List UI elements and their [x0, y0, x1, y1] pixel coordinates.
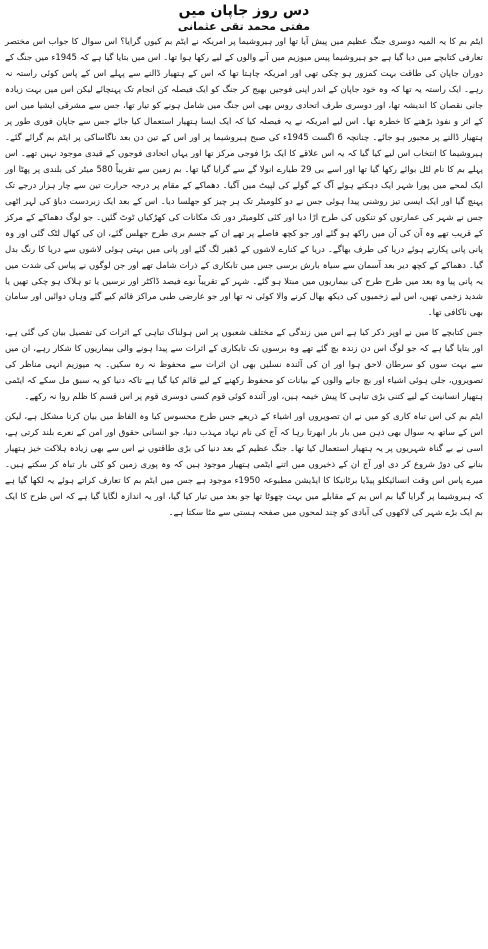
- article-body: [5, 35, 483, 522]
- article-paragraph: ایٹم بم کی اس تباہ کاری کو میں نے ان تصویروں اور اشیاء کے ذریعے جس طرح محسوس کیا وہ الفاظ میں بیان کرنا مشکل ہے، لیکن اس کے ساتھ یہ سوال بھی ذہن میں بار بار ابھرتا رہا کہ آج کی نام نہاد مہذب دنیا، جو انسانی حقوق اور امن کے نعرے بلند کرتی ہے، اسی نے بے گناہ شہریوں پر یہ ہتھیار استعمال کیا تھا۔ جنگ عظیم کے بعد دنیا کی بڑی طاقتوں نے اس سے بھی زیادہ ہلاکت خیز ہتھیار بنانے کی دوڑ شروع کر دی اور آج ان کے ذخیروں میں اتنے ایٹمی ہتھیار موجود ہیں کہ وہ پوری زمین کو کئی بار تباہ کر سکتے ہیں۔ میرے پاس اس وقت انسائیکلو پیڈیا برٹانیکا کا ایڈیشن مطبوعہ 1950ء موجود ہے جس میں ایٹم بم کا تعارف کراتے ہوئے یہ لکھا گیا ہے کہ ہیروشیما پر گرایا گیا بم اس بم کے مقابلے میں بہت چھوٹا تھا جو بعد میں تیار کیا گیا، اور یہ اندازہ لگایا گیا ہے کہ اس طرح کا ایک بم ایک بڑے شہر کی لاکھوں کی آبادی کو چند لمحوں میں صفحہ ہستی سے مٹا سکتا ہے۔: [5, 412, 483, 518]
- article-title: دس روز جاپان میں: [178, 3, 310, 19]
- article-heading: [5, 3, 483, 32]
- article-paragraph: جس کتابچے کا میں نے اوپر ذکر کیا ہے اس میں زندگی کے مختلف شعبوں پر اس ہولناک تباہی کے اثرات کی تفصیل بیان کی گئی ہے، اور بتایا گیا ہے کہ جو لوگ اس دن زندہ بچ گئے تھے وہ برسوں تک تابکاری کے اثرات سے پیدا ہونے والی بیماریوں کا شکار رہے، ان میں سے بہت سوں کو سرطان لاحق ہوا اور ان کی آئندہ نسلیں بھی ان اثرات سے محفوظ نہ رہ سکیں۔ یہ میوزیم انہی مناظر کی تصویروں، جلی ہوئی اشیاء اور بچ جانے والوں کے بیانات کو محفوظ رکھنے کے لیے قائم کیا گیا ہے تاکہ دنیا کو یہ سبق مل سکے کہ ایٹمی ہتھیار انسانیت کے لیے کتنی بڑی تباہی کا پیش خیمہ ہیں، اور آئندہ کوئی قوم کسی دوسری قوم پر اس قسم کا ظلم روا نہ رکھے۔: [5, 328, 483, 403]
- article-paragraph: ایٹم بم کا یہ المیہ دوسری جنگ عظیم میں پیش آیا تھا اور ہیروشیما پر امریکہ نے ایٹم بم کیوں گرایا؟ اس سوال کا جواب اس مختصر تعارفی کتابچے میں دیا گیا ہے جو ہیروشیما پیس میوزیم میں آنے والوں کے لیے رکھا ہوا تھا۔ اس میں بتایا گیا ہے کہ 1945ء میں جنگ کے دوران جاپان کی طاقت بہت کمزور ہو چکی تھی اور امریکہ چاہتا تھا کہ اس کے ہتھیار ڈالنے سے پہلے اس کے پاس کوئی راستہ نہ رہے۔ ایک راستہ یہ تھا کہ وہ خود جاپان کے اندر اپنی فوجیں بھیج کر جنگ کو ایک فیصلہ کن انجام تک پہنچائے لیکن اس میں بہت زیادہ جانی نقصان کا اندیشہ تھا، اور دوسری طرف اتحادی روس بھی اس جنگ میں شامل ہونے کو تیار تھا، جس سے مشرقی ایشیا میں اس کے اثر و نفوذ بڑھنے کا خطرہ تھا۔ اس لیے امریکہ نے یہ فیصلہ کیا کہ ایک ایسا ہتھیار استعمال کیا جائے جس سے جاپان فوری طور پر ہتھیار ڈالنے پر مجبور ہو جائے۔ چنانچہ 6 اگست 1945ء کی صبح ہیروشیما پر اور اس کے تین دن بعد ناگاساکی پر ایٹم بم گرائے گئے۔ ہیروشیما کا انتخاب اس لیے کیا گیا کہ یہ اس علاقے کا ایک بڑا فوجی مرکز تھا اور یہاں اتحادی فوجوں کے قیدی موجود نہیں تھے۔ اس پہلے بم کا نام لٹل بوائے رکھا گیا تھا اور اسے بی 29 طیارے انولا گے سے گرایا گیا تھا۔ بم زمین سے تقریباً 580 میٹر کی بلندی پر پھٹا اور ایک لمحے میں پورا شہر ایک دہکتے ہوئے آگ کے گولے کی لپیٹ میں آگیا۔ دھماکے کے مقام پر درجہ حرارت تین سے چار ہزار درجے تک پہنچ گیا اور ایک ایسی تیز روشنی پیدا ہوئی جس نے دو کلومیٹر تک ہر چیز کو جھلسا دیا۔ اس کے بعد ایک زبردست دباؤ کی لہر اٹھی جس نے شہر کی عمارتوں کو تنکوں کی طرح اڑا دیا اور کئی کلومیٹر دور تک مکانات کی کھڑکیاں ٹوٹ گئیں۔ جو لوگ دھماکے کے مرکز کے قریب تھے وہ آن کی آن میں راکھ ہو گئے اور جو کچھ فاصلے پر تھے ان کے جسم بری طرح جھلس گئے، ان کی کھال لٹک گئی اور وہ پانی پانی پکارتے ہوئے دریا کی طرف بھاگے۔ دریا کے کنارے لاشوں کے ڈھیر لگ گئے اور پانی میں بہتی ہوئی لاشوں سے دریا کا رنگ بدل گیا۔ دھماکے کے کچھ دیر بعد آسمان سے سیاہ بارش برسی جس میں تابکاری کے ذرات شامل تھے اور جن لوگوں نے پیاس کی شدت میں یہ پانی پیا وہ بعد میں طرح طرح کی بیماریوں میں مبتلا ہو گئے۔ شہر کے تقریباً نوے فیصد ڈاکٹر اور نرسیں یا تو ہلاک ہو چکی تھیں یا شدید زخمی تھیں، اس لیے زخمیوں کی دیکھ بھال کرنے والا کوئی نہ تھا اور جو عارضی طبی مراکز قائم کیے گئے وہاں دوائیں اور سامان بھی ناکافی تھا۔: [5, 37, 484, 319]
- article-author: مفتی محمد تقی عثمانی: [177, 19, 311, 33]
